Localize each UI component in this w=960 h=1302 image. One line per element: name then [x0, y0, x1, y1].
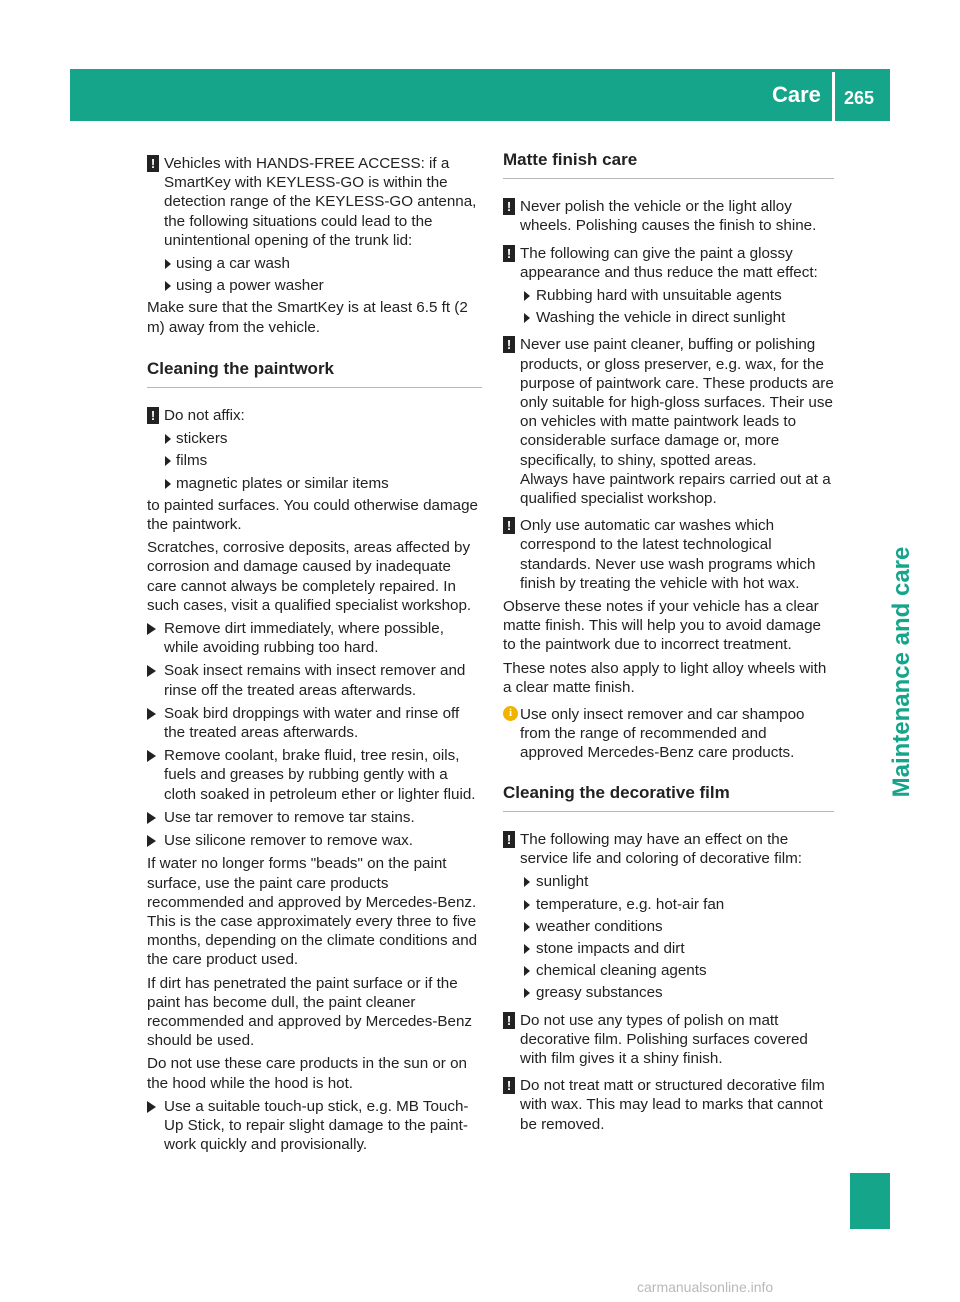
- list-item: using a power washer: [147, 276, 482, 295]
- instruction-step: Soak bird droppings with water and rinse off the treated areas afterwards.: [147, 704, 482, 742]
- warning-block: [147, 406, 482, 425]
- section-heading: Cleaning the decorative film: [503, 783, 834, 812]
- step-arrow-icon: [147, 835, 156, 847]
- list-item: temperature, e.g. hot-air fan: [503, 895, 834, 914]
- warning-text: Do not treat matt or structured decorative film with wax. This may lead to marks that cannot be removed.: [520, 1077, 825, 1133]
- warning-text: Never polish the vehicle or the light alloy wheels. Polishing causes the finish to shine.: [520, 198, 817, 235]
- warning-block: [503, 1076, 834, 1134]
- step-arrow-icon: [147, 750, 156, 762]
- list-item: sunlight: [503, 872, 834, 891]
- right-column: [503, 150, 834, 1138]
- paragraph: Do not use these care products in the sun or on the hood while the hood is hot.: [147, 1055, 467, 1092]
- bullet-icon: [165, 479, 171, 489]
- instruction-step: Use tar remover to remove tar stains.: [147, 808, 482, 827]
- bullet-icon: [165, 259, 171, 269]
- warning-text: Do not affix:: [164, 407, 245, 425]
- warning-block: [503, 516, 834, 593]
- warning-icon: !: [503, 517, 515, 534]
- paragraph: Observe these notes if your vehicle has a clear matte finish. This will help you to avoid damage to the paintwork due to incorrect treatment.: [503, 598, 821, 654]
- warning-icon: !: [503, 198, 515, 215]
- instruction-step: Use a suitable touch-up stick, e.g. MB Touch-Up Stick, to repair slight damage to the paint-work quickly and provisionally.: [147, 1097, 482, 1155]
- list-item: using a car wash: [147, 254, 482, 273]
- info-text: Use only insect remover and car shampoo from the range of recommended and approved Mercedes-Benz care products.: [520, 706, 805, 762]
- warning-text: The following can give the paint a glossy appearance and thus reduce the matt effect:: [520, 244, 818, 281]
- paragraph: Make sure that the SmartKey is at least 6.5 ft (2 m) away from the vehicle.: [147, 299, 468, 336]
- section-heading: Matte finish care: [503, 150, 834, 179]
- list-item: films: [147, 451, 482, 470]
- list-item: Rubbing hard with unsuitable agents: [503, 286, 834, 305]
- warning-text: The following may have an effect on the service life and coloring of decorative film:: [520, 830, 802, 868]
- warning-text: Never use paint cleaner, buffing or polishing products, or gloss preserver, e.g. wax, for the purpose of paintwork care. These products are only suitable for high-gloss surfaces. Their use on vehicles with matte paintwork leads to considerable surface damage or, more specifically, to shiny, spotted areas.: [520, 336, 834, 469]
- instruction-step: Remove dirt immediately, where possible, while avoiding rubbing too hard.: [147, 619, 482, 657]
- bullet-icon: [524, 922, 530, 932]
- warning-text: Do not use any types of polish on matt decorative film. Polishing surfaces covered with film gives it a shiny finish.: [520, 1011, 808, 1067]
- paragraph: If dirt has penetrated the paint surface or if the paint has become dull, the paint cleaner recommended and approved by Mercedes-Benz should be used.: [147, 974, 473, 1050]
- warning-block: [147, 154, 482, 250]
- list-item: chemical cleaning agents: [503, 961, 834, 980]
- step-arrow-icon: [147, 708, 156, 720]
- bullet-icon: [524, 877, 530, 887]
- warning-icon: !: [503, 1077, 515, 1094]
- bullet-icon: [524, 988, 530, 998]
- bullet-icon: [524, 900, 530, 910]
- bullet-icon: [524, 966, 530, 976]
- list-item: stone impacts and dirt: [503, 939, 834, 958]
- bullet-icon: [165, 456, 171, 466]
- warning-icon: !: [503, 336, 515, 353]
- warning-block: [503, 244, 834, 282]
- warning-icon: !: [503, 1012, 515, 1029]
- info-block: [503, 705, 834, 763]
- list-item: stickers: [147, 429, 482, 448]
- list-item: greasy substances: [503, 983, 834, 1002]
- section-heading: Cleaning the paintwork: [147, 359, 482, 388]
- step-arrow-icon: [147, 623, 156, 635]
- bullet-icon: [524, 291, 530, 301]
- instruction-step: Remove coolant, brake fluid, tree resin, oils, fuels and greases by rubbing gently with a cloth soaked in petroleum ether or lighter fluid.: [147, 746, 482, 804]
- left-column: [147, 154, 482, 1158]
- list-item: Washing the vehicle in direct sunlight: [503, 308, 834, 327]
- list-item: weather conditions: [503, 917, 834, 936]
- bullet-icon: [524, 313, 530, 323]
- section-title: Care: [772, 82, 821, 107]
- warning-text: Vehicles with HANDS-FREE ACCESS: if a SmartKey with KEYLESS-GO is within the detection range of the KEYLESS-GO antenna, the following situations could lead to the unintentional opening of the trunk lid:: [164, 155, 477, 249]
- warning-icon: !: [147, 155, 159, 172]
- list-item: magnetic plates or similar items: [147, 474, 482, 493]
- bullet-icon: [165, 281, 171, 291]
- warning-block: [503, 335, 834, 508]
- paragraph: These notes also apply to light alloy wheels with a clear matte finish.: [503, 659, 827, 696]
- header-bar: [70, 69, 890, 121]
- warning-block: [503, 830, 834, 868]
- step-arrow-icon: [147, 665, 156, 677]
- bullet-icon: [165, 434, 171, 444]
- watermark: carmanualsonline.info: [637, 1279, 774, 1295]
- warning-text: Only use automatic car washes which correspond to the latest technological standards. Never use wash programs which finish by treating the vehicle with hot wax.: [520, 517, 816, 592]
- step-arrow-icon: [147, 812, 156, 824]
- warning-text-extra: Always have paintwork repairs carried out at a qualified specialist workshop.: [520, 470, 831, 508]
- page-number: 265: [844, 88, 875, 108]
- warning-block: [503, 1011, 834, 1069]
- paragraph: If water no longer forms "beads" on the paint surface, use the paint care products recommended and approved by Mercedes-Benz. This is the case approximately every three to five months, depending on the climate conditions and the care product used.: [147, 855, 478, 969]
- warning-icon: !: [503, 245, 515, 262]
- side-tab-block: [850, 1173, 890, 1229]
- header-divider: [832, 72, 835, 121]
- paragraph: to painted surfaces. You could otherwise damage the paintwork.: [147, 496, 478, 534]
- warning-icon: !: [503, 831, 515, 848]
- side-tab-label: Maintenance and care: [888, 546, 915, 798]
- bullet-icon: [524, 944, 530, 954]
- step-arrow-icon: [147, 1101, 156, 1113]
- info-icon: i: [503, 706, 518, 721]
- warning-icon: !: [147, 407, 159, 424]
- instruction-step: Use silicone remover to remove wax.: [147, 831, 482, 850]
- paragraph: Scratches, corrosive deposits, areas affected by corrosion and damage caused by inadequate care cannot always be completely repaired. In such cases, visit a qualified specialist workshop.: [147, 539, 472, 614]
- warning-block: [503, 197, 834, 235]
- instruction-step: Soak insect remains with insect remover and rinse off the treated areas afterwards.: [147, 661, 482, 699]
